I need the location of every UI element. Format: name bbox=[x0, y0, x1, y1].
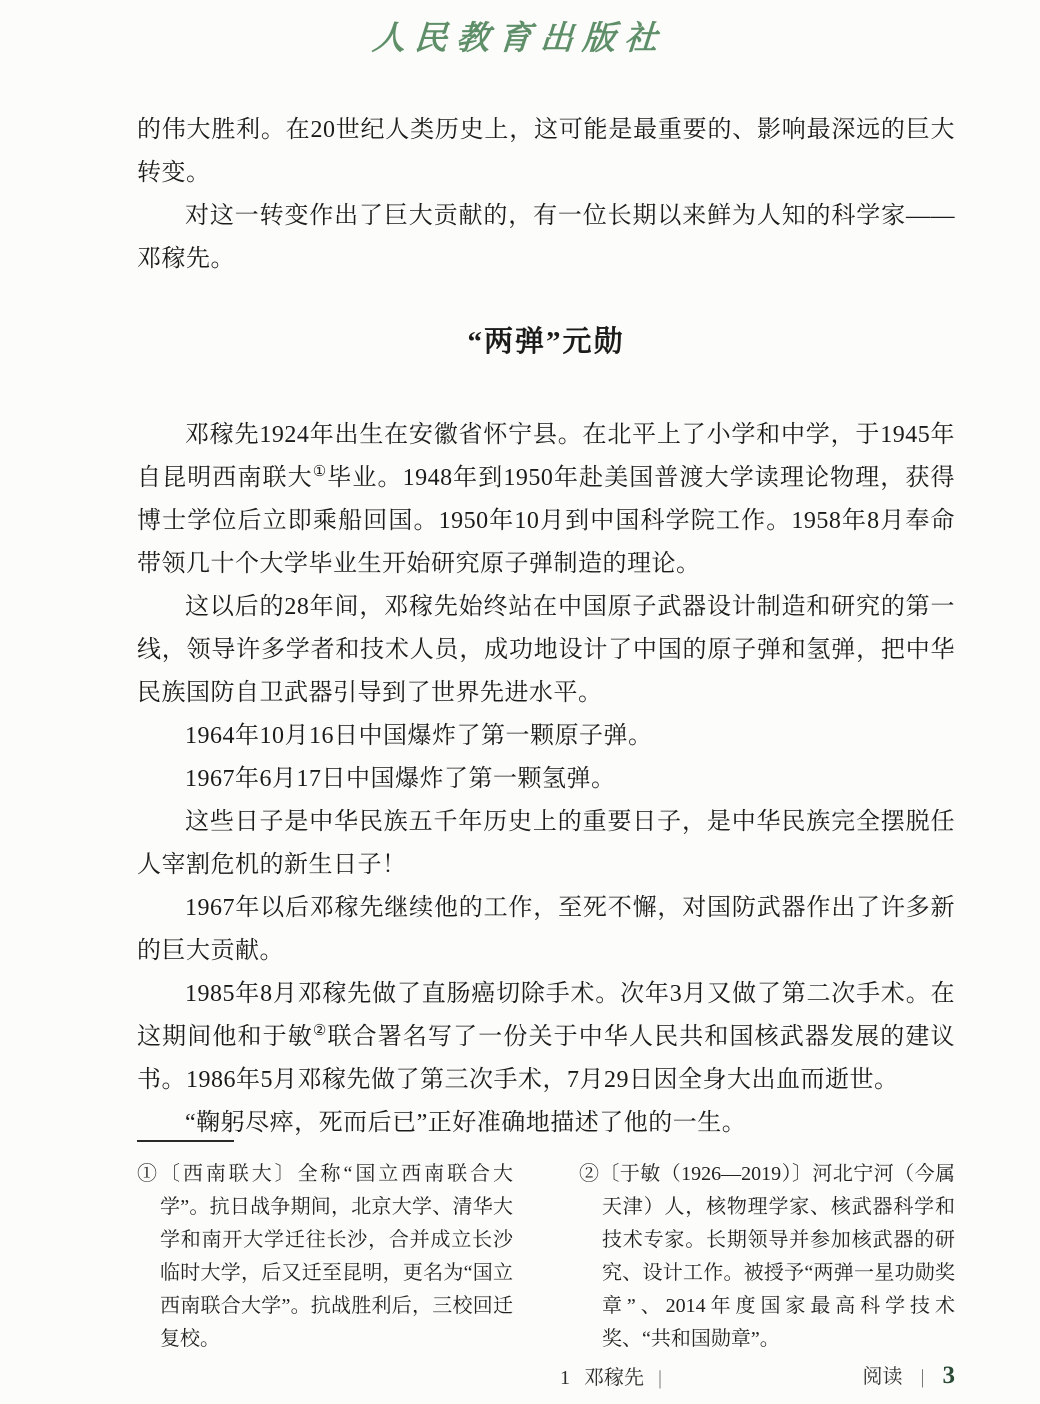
paragraph: 这些日子是中华民族五千年历史上的重要日子，是中华民族完全摆脱任人宰割危机的新生日子！ bbox=[137, 809, 955, 878]
paragraph: 这以后的28年间，邓稼先始终站在中国原子武器设计制造和研究的第一线，领导许多学者和技术人员，成功地设计了中国的原子弹和氢弹，把中华民族国防自卫武器引导到了世界先进水平。 bbox=[137, 594, 955, 706]
lesson-number: 1 bbox=[560, 1367, 570, 1389]
paragraph: 1967年6月17日中国爆炸了第一颗氢弹。 bbox=[185, 766, 616, 792]
paragraph: “鞠躬尽瘁，死而后已”正好准确地描述了他的一生。 bbox=[185, 1110, 747, 1136]
footnote-ref-2: ② bbox=[312, 1023, 328, 1039]
page-footer bbox=[0, 1356, 1040, 1390]
publisher-logo: 人民教育出版社 bbox=[371, 21, 668, 57]
footnote-1: ①〔西南联大〕全称“国立西南联合大学”。抗日战争期间，北京大学、清华大学和南开大学迁往长沙，合并成立长沙临时大学，后又迁至昆明，更名为“国立西南联合大学”。抗战胜利后，三校回迁复校。 bbox=[137, 1163, 513, 1350]
section-title: “两弹”元勋 bbox=[467, 326, 625, 358]
paragraph: 1967年以后邓稼先继续他的工作，至死不懈，对国防武器作出了许多新的巨大贡献。 bbox=[137, 895, 955, 964]
footnotes-section bbox=[137, 1140, 955, 1356]
paragraph-text: 邓稼先1924年出生在安徽省怀宁县。在北平上了小学和中学，于1945年自昆明西南联大 bbox=[137, 422, 955, 491]
footnote-divider bbox=[137, 1140, 234, 1142]
footer-page-group bbox=[862, 1360, 955, 1390]
footer-separator: | bbox=[658, 1367, 663, 1389]
page-number: 3 bbox=[942, 1362, 955, 1389]
paragraph-text: 联合署名写了一份关于中华人民共和国核武器发展的建议书。1986年5月邓稼先做了第三次手术，7月29日因全身大出血而逝世。 bbox=[137, 1024, 956, 1093]
footer-lesson-group bbox=[560, 1361, 662, 1390]
paragraph bbox=[137, 973, 955, 1102]
footnote-2: ②〔于敏（1926—2019）〕河北宁河（今属天津）人，核物理学家、核武器科学和技术专家。长期领导并参加核武器的研究、设计工作。被授予“两弹一星功勋奖章”、2014年度国家最高科学技术奖、“共和国勋章”。 bbox=[579, 1163, 955, 1350]
paragraph: 对这一转变作出了巨大贡献的，有一位长期以来鲜为人知的科学家——邓稼先。 bbox=[137, 203, 955, 272]
paragraph-text: 毕业。1948年到1950年赴美国普渡大学读理论物理，获得博士学位后立即乘船回国。1950年10月到中国科学院工作。1958年8月奉命带领几十个大学毕业生开始研究原子弹制造的理论。 bbox=[137, 465, 956, 577]
footer-separator: | bbox=[920, 1366, 925, 1388]
lesson-title: 邓稼先 bbox=[584, 1367, 644, 1389]
footnote-ref-1: ① bbox=[312, 464, 328, 480]
paragraph-continuation: 的伟大胜利。在20世纪人类历史上，这可能是最重要的、影响最深远的巨大转变。 bbox=[137, 117, 955, 186]
paragraph: 1964年10月16日中国爆炸了第一颗原子弹。 bbox=[185, 723, 653, 749]
footnote-columns bbox=[137, 1158, 955, 1356]
paragraph bbox=[137, 414, 955, 586]
page-content bbox=[137, 59, 955, 1145]
section-label: 阅读 bbox=[862, 1366, 903, 1388]
paragraph-text: 1985年8月邓稼先做了直肠癌切除手术。次年3月又做了第二次手术。在这期间他和于敏 bbox=[137, 981, 955, 1050]
